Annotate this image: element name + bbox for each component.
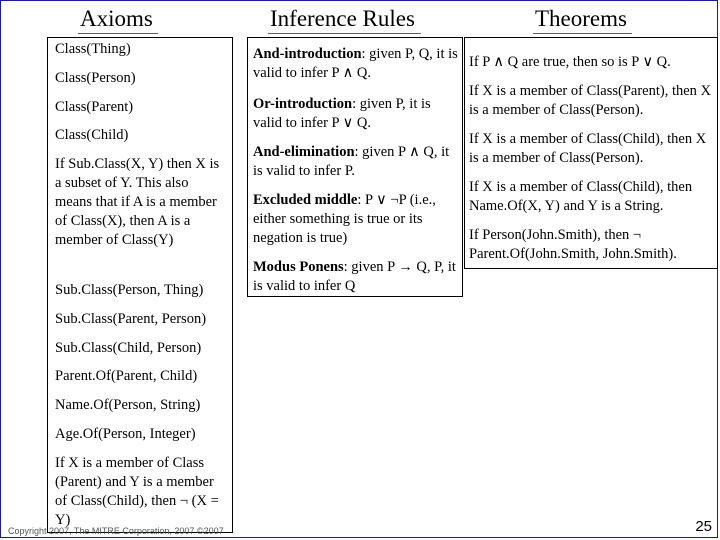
axiom-item: Sub.Class(Person, Thing) xyxy=(55,282,204,298)
inference-rule xyxy=(253,45,461,83)
axioms-heading: Axioms xyxy=(80,6,153,31)
axiom-item: If Sub.Class(X, Y) then X is a subset of Y. This also means that if A is a member of Class(X), then A is a member of Class(Y) xyxy=(55,156,220,248)
rule-text: : given P, it is valid to infer P ∨ Q. xyxy=(253,96,431,131)
axiom-item: Class(Child) xyxy=(55,127,129,143)
rule-name: And-elimination xyxy=(253,144,355,160)
rule-name: And-introduction xyxy=(253,46,362,62)
axiom-item: Parent.Of(Parent, Child) xyxy=(55,368,198,384)
theorem-item: If Person(John.Smith), then ¬ Parent.Of(John.Smith, John.Smith). xyxy=(469,227,677,262)
theorem-item: If X is a member of Class(Child), then X is a member of Class(Person). xyxy=(469,131,707,166)
inference-rule xyxy=(253,95,461,133)
axiom-item: Sub.Class(Parent, Person) xyxy=(55,311,207,327)
theorem-item: If P ∧ Q are true, then so is P ∨ Q. xyxy=(469,54,671,70)
inference-rules-heading-rule xyxy=(268,33,421,34)
inference-rule xyxy=(253,143,461,181)
axiom-item: Class(Parent) xyxy=(55,99,134,115)
theorems-heading: Theorems xyxy=(535,6,627,31)
page-number: 25 xyxy=(695,518,712,535)
rule-name: Excluded middle xyxy=(253,192,358,208)
rule-text: : given P ∧ Q, it is valid to infer P. xyxy=(253,144,450,179)
axiom-item: Class(Thing) xyxy=(55,41,131,57)
inference-rule xyxy=(253,258,461,296)
axiom-item: Sub.Class(Child, Person) xyxy=(55,340,202,356)
inference-rules-heading: Inference Rules xyxy=(270,6,415,31)
axiom-item: Name.Of(Person, String) xyxy=(55,397,201,413)
inference-rule xyxy=(253,191,461,248)
axiom-item: If X is a member of Class (Parent) and Y is a member of Class(Child), then ¬ (X = Y) xyxy=(55,455,219,528)
theorem-item: If X is a member of Class(Parent), then X is a member of Class(Person). xyxy=(469,83,712,118)
theorems-heading-rule xyxy=(533,33,632,34)
axiom-item: Age.Of(Person, Integer) xyxy=(55,426,196,442)
rule-text: : P ∨ ¬P (i.e., either something is true or its negation is true) xyxy=(253,192,436,246)
rule-text: : given P, Q, it is valid to infer P ∧ Q. xyxy=(253,46,458,81)
rule-name: Modus Ponens xyxy=(253,259,344,275)
copyright-notice: Copyright 2007, The MITRE Corporation, 2007 ©2007 xyxy=(8,526,224,536)
axioms-heading-rule xyxy=(78,33,158,34)
theorem-item: If X is a member of Class(Child), then Name.Of(X, Y) and Y is a String. xyxy=(469,179,693,214)
rule-text: : given P → Q, P, it is valid to infer Q xyxy=(253,259,456,294)
axiom-item: Class(Person) xyxy=(55,70,136,86)
rule-name: Or-introduction xyxy=(253,96,353,112)
